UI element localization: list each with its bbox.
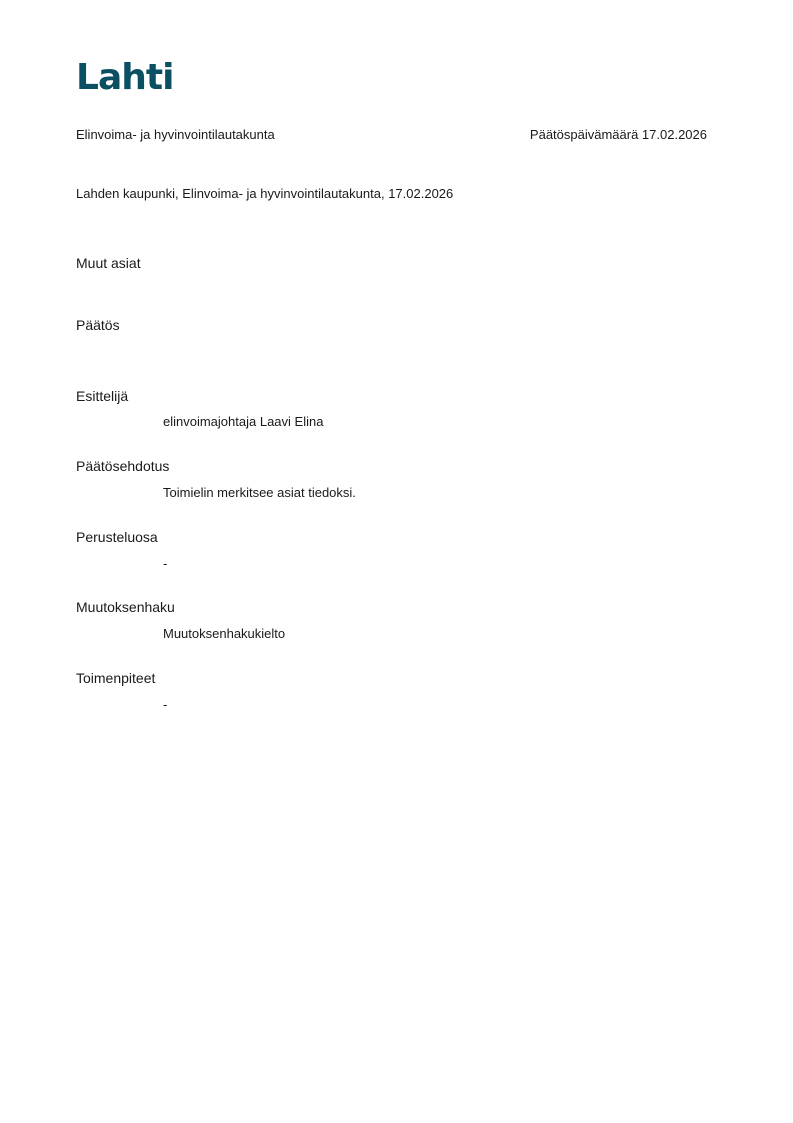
decision-date: Päätöspäivämäärä 17.02.2026 xyxy=(529,127,707,142)
decision-heading: Päätös xyxy=(76,317,120,333)
section-value-grounds: - xyxy=(163,556,168,571)
section-heading-actions: Toimenpiteet xyxy=(76,670,156,686)
lahti-logo: Lahti xyxy=(76,57,174,98)
meeting-line: Lahden kaupunki, Elinvoima- ja hyvinvointilautakunta, 17.02.2026 xyxy=(76,186,454,201)
section-value-appeal: Muutoksenhakukielto xyxy=(163,626,286,641)
section-value-actions: - xyxy=(163,697,168,712)
case-title: Muut asiat xyxy=(76,255,141,271)
section-heading-proposal: Päätösehdotus xyxy=(76,458,170,474)
section-value-proposal: Toimielin merkitsee asiat tiedoksi. xyxy=(163,485,356,500)
section-heading-presenter: Esittelijä xyxy=(76,388,129,404)
section-value-presenter: elinvoimajohtaja Laavi Elina xyxy=(163,414,324,429)
section-heading-grounds: Perusteluosa xyxy=(76,529,158,545)
organ-name: Elinvoima- ja hyvinvointilautakunta xyxy=(76,127,275,142)
section-heading-appeal: Muutoksenhaku xyxy=(76,599,175,615)
